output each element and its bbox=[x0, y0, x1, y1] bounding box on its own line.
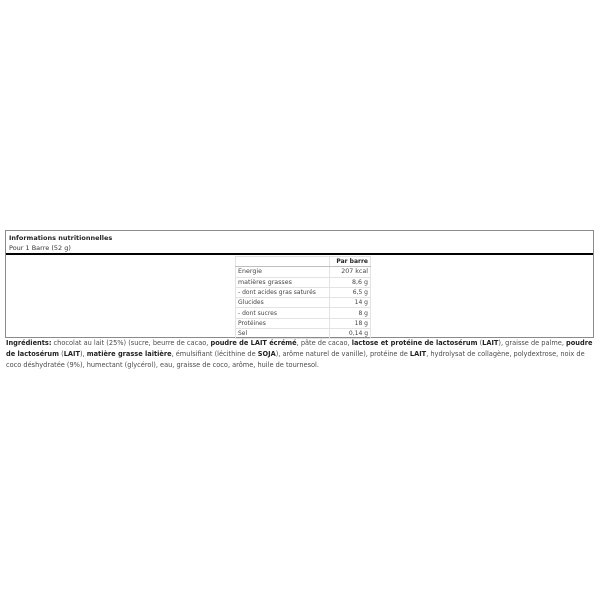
nutrient-label: matières grasses bbox=[236, 277, 330, 287]
nutrition-title: Informations nutritionnelles bbox=[9, 234, 113, 242]
ingredient-allergen: SOJA bbox=[257, 350, 276, 358]
nutrient-label: Protéines bbox=[236, 318, 330, 328]
column-header-per-bar: Par barre bbox=[329, 257, 370, 267]
ingredient-allergen: matière grasse laitière bbox=[86, 350, 172, 358]
ingredient-fragment: ), bbox=[79, 350, 87, 358]
nutrient-value: 0,14 g bbox=[329, 329, 370, 339]
nutrient-label: Energie bbox=[236, 267, 330, 277]
nutrient-label: - dont sucres bbox=[236, 308, 330, 318]
nutrient-value: 6,5 g bbox=[329, 287, 370, 297]
ingredient-fragment: , pâte de cacao, bbox=[296, 339, 352, 347]
ingredients-text bbox=[6, 338, 594, 371]
ingredient-allergen: LAIT bbox=[409, 350, 427, 358]
nutrient-value: 8 g bbox=[329, 308, 370, 318]
table-row-fat bbox=[236, 277, 371, 287]
ingredient-allergen: poudre de lactosérum bbox=[6, 339, 593, 358]
ingredient-fragment: ), arôme naturel de vanille), protéine de bbox=[275, 350, 410, 358]
table-row-carbs bbox=[236, 298, 371, 308]
nutrient-value: 14 g bbox=[329, 298, 370, 308]
nutrient-value: 207 kcal bbox=[329, 267, 370, 277]
ingredient-fragment: ( bbox=[477, 339, 483, 347]
ingredient-allergen: poudre de LAIT écrémé bbox=[210, 339, 297, 347]
ingredient-allergen: LAIT bbox=[482, 339, 499, 347]
portion-size: Pour 1 Barre (52 g) bbox=[9, 244, 71, 252]
divider bbox=[6, 253, 593, 255]
ingredient-fragment: chocolat au lait (25%) (sucre, beurre de cacao, bbox=[51, 339, 211, 347]
table-row-saturated-fat bbox=[236, 287, 371, 297]
table-header-blank bbox=[236, 257, 330, 267]
table-row-protein bbox=[236, 318, 371, 328]
nutrition-table bbox=[235, 256, 371, 339]
nutrient-label: Glucides bbox=[236, 298, 330, 308]
table-row-energy bbox=[236, 267, 371, 277]
ingredient-fragment: ( bbox=[59, 350, 64, 358]
ingredient-allergen: LAIT bbox=[63, 350, 80, 358]
table-row-sugars bbox=[236, 308, 371, 318]
nutrient-label: Sel bbox=[236, 329, 330, 339]
nutrient-value: 8,6 g bbox=[329, 277, 370, 287]
ingredient-fragment: , hydrolysat de collagène, polydextrose, noix de coco déshydratée (9%), humectant (glycérol), eau, graisse de coco, arôme, huile de tournesol. bbox=[6, 350, 585, 369]
table-header-row bbox=[236, 257, 371, 267]
nutrient-label: - dont acides gras saturés bbox=[236, 287, 330, 297]
ingredient-fragment: , émulsifiant (lécithine de bbox=[171, 350, 258, 358]
ingredients-heading: Ingrédients: bbox=[6, 339, 52, 347]
nutrition-panel bbox=[5, 230, 594, 338]
nutrient-value: 18 g bbox=[329, 318, 370, 328]
ingredient-fragment: ), graisse de palme, bbox=[498, 339, 567, 347]
ingredient-allergen: lactose et protéine de lactosérum bbox=[351, 339, 478, 347]
